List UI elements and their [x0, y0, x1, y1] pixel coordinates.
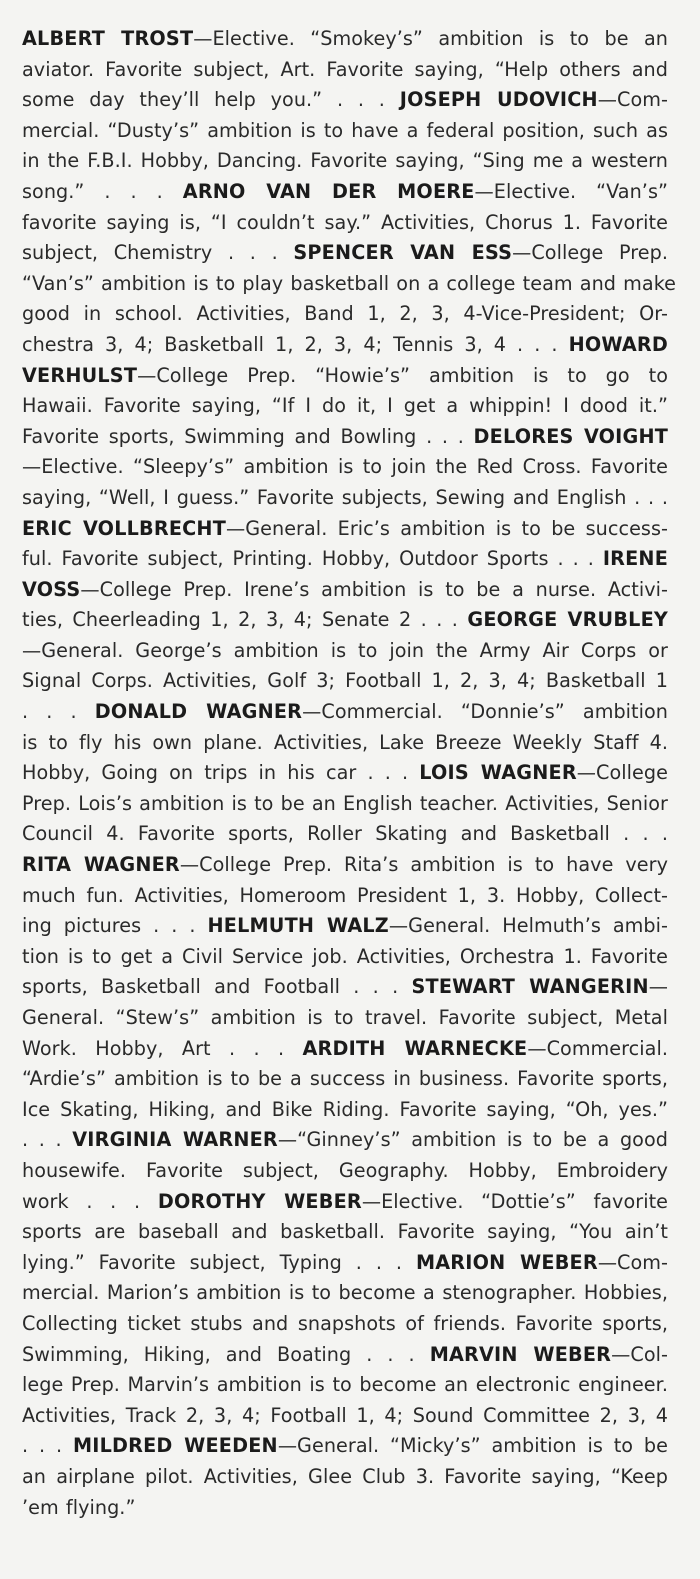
text-line: in the F.B.I. Hobby, Dancing. Favorite saying, “Sing me a western — [22, 149, 668, 173]
text-line: ERIC VOLLBRECHT—General. Eric’s ambition is to be success- — [22, 516, 668, 540]
text-line: some day they’ll help you.” . . . JOSEPH UDOVICH—Com- — [22, 88, 668, 112]
student-name: RITA WAGNER — [22, 853, 180, 877]
student-name: VERHULST — [22, 363, 138, 387]
text-line: Swimming, Hiking, and Boating . . . MARVIN WEBER—Col- — [22, 1342, 669, 1366]
student-name: ERIC VOLLBRECHT — [22, 516, 226, 540]
text-line: ’em flying.” — [22, 1495, 136, 1519]
text-line: Hawaii. Favorite saying, “If I do it, I get a whippin! I dood it.” — [22, 394, 668, 418]
text-line: Signal Corps. Activities, Golf 3; Football 1, 2, 3, 4; Basketball 1 — [22, 669, 668, 693]
student-name: ARNO VAN DER MOERE — [182, 179, 475, 203]
student-name: MILDRED WEEDEN — [72, 1434, 278, 1458]
student-name: HELMUTH WALZ — [207, 914, 389, 938]
text-line: saying, “Well, I guess.” Favorite subjects, Sewing and English . . . — [22, 485, 668, 509]
student-name: GEORGE VRUBLEY — [467, 608, 668, 632]
student-name: MARVIN WEBER — [429, 1342, 612, 1366]
text-line: chestra 3, 4; Basketball 1, 2, 3, 4; Tennis 3, 4 . . . HOWARD — [22, 332, 668, 356]
text-line: . . . MILDRED WEEDEN—General. “Micky’s” ambition is to be — [22, 1434, 668, 1458]
text-line: is to fly his own plane. Activities, Lake Breeze Weekly Staff 4. — [22, 730, 668, 754]
text-line: work . . . DOROTHY WEBER—Elective. “Dottie’s” favorite — [22, 1189, 668, 1213]
text-line: mercial. “Dusty’s” ambition is to have a federal position, such as — [22, 118, 668, 142]
senior-biographies — [22, 24, 677, 1523]
student-name: IRENE — [602, 547, 668, 571]
text-line: subject, Chemistry . . . SPENCER VAN ESS—College Prep. — [22, 241, 668, 265]
text-line: tion is to get a Civil Service job. Activities, Orchestra 1. Favorite — [22, 944, 668, 968]
text-line: ALBERT TROST—Elective. “Smokey’s” ambition is to be an — [22, 27, 668, 50]
text-line: good in school. Activities, Band 1, 2, 3, 4-Vice-President; Or- — [22, 302, 668, 326]
text-line: song.” . . . ARNO VAN DER MOERE—Elective. “Van’s” — [22, 179, 668, 203]
student-name: STEWART WANGERIN — [411, 975, 649, 999]
student-name: VOSS — [22, 577, 81, 601]
text-line: General. “Stew’s” ambition is to travel. Favorite subject, Metal — [22, 1006, 668, 1029]
text-line: Council 4. Favorite sports, Roller Skating and Basketball . . . — [22, 822, 668, 846]
student-name: HOWARD — [568, 332, 668, 356]
text-line: mercial. Marion’s ambition is to become a stenographer. Hobbies, — [22, 1281, 668, 1305]
text-line: VOSS—College Prep. Irene’s ambition is to be a nurse. Activi- — [22, 577, 668, 601]
text-line: lying.” Favorite subject, Typing . . . MARION WEBER—Com- — [22, 1250, 669, 1274]
text-line: VERHULST—College Prep. “Howie’s” ambition is to go to — [22, 363, 668, 387]
student-name: DELORES VOIGHT — [473, 424, 668, 448]
text-line: much fun. Activities, Homeroom President 1, 3. Hobby, Collect- — [22, 883, 668, 907]
text-line: lege Prep. Marvin’s ambition is to become an electronic engineer. — [22, 1373, 668, 1397]
text-line: aviator. Favorite subject, Art. Favorite saying, “Help others and — [22, 57, 668, 81]
student-name: ARDITH WARNECKE — [302, 1036, 528, 1060]
student-name: JOSEPH UDOVICH — [399, 88, 598, 112]
text-line: Hobby, Going on trips in his car . . . LOIS WAGNER—College — [22, 761, 668, 785]
text-line: housewife. Favorite subject, Geography. Hobby, Embroidery — [22, 1158, 668, 1182]
student-name: MARION WEBER — [415, 1250, 598, 1274]
student-name: DOROTHY WEBER — [157, 1189, 362, 1213]
text-line: —General. George’s ambition is to join the Army Air Corps or — [22, 638, 668, 662]
text-line: “Van’s” ambition is to play basketball on a college team and make — [22, 271, 677, 295]
text-line: ing pictures . . . HELMUTH WALZ—General. Helmuth’s ambi- — [22, 914, 668, 938]
text-line: Favorite sports, Swimming and Bowling . . . DELORES VOIGHT — [22, 424, 668, 448]
text-line: —Elective. “Sleepy’s” ambition is to join the Red Cross. Favorite — [22, 455, 668, 479]
text-line: sports are baseball and basketball. Favorite saying, “You ain’t — [22, 1220, 668, 1244]
student-name: VIRGINIA WARNER — [72, 1128, 278, 1152]
text-line: . . . VIRGINIA WARNER—“Ginney’s” ambition is to be a good — [22, 1128, 668, 1152]
text-line: Activities, Track 2, 3, 4; Football 1, 4; Sound Committee 2, 3, 4 — [22, 1403, 668, 1427]
student-name: SPENCER VAN ESS — [293, 241, 513, 265]
text-line: ful. Favorite subject, Printing. Hobby, Outdoor Sports . . . IRENE — [22, 547, 668, 571]
text-line: favorite saying is, “I couldn’t say.” Activities, Chorus 1. Favorite — [22, 210, 668, 234]
student-name: LOIS WAGNER — [419, 761, 577, 785]
text-line: . . . DONALD WAGNER—Commercial. “Donnie’s” ambition — [22, 700, 669, 724]
text-line: ties, Cheerleading 1, 2, 3, 4; Senate 2 . . . GEORGE VRUBLEY — [22, 608, 668, 632]
text-line: “Ardie’s” ambition is to be a success in business. Favorite sports, — [22, 1067, 668, 1091]
text-line: RITA WAGNER—College Prep. Rita’s ambition is to have very — [22, 853, 668, 877]
text-line: sports, Basketball and Football . . . STEWART WANGERIN— — [22, 975, 668, 999]
student-name: ALBERT TROST — [22, 27, 194, 50]
text-line: Work. Hobby, Art . . . ARDITH WARNECKE—Commercial. — [22, 1036, 668, 1060]
text-line: Prep. Lois’s ambition is to be an English teacher. Activities, Senior — [22, 791, 668, 815]
text-line: Collecting ticket stubs and snapshots of friends. Favorite sports, — [22, 1311, 668, 1335]
text-line: an airplane pilot. Activities, Glee Club 3. Favorite saying, “Keep — [22, 1464, 668, 1488]
student-name: DONALD WAGNER — [94, 700, 303, 724]
text-line: Ice Skating, Hiking, and Bike Riding. Favorite saying, “Oh, yes.” — [22, 1097, 668, 1121]
